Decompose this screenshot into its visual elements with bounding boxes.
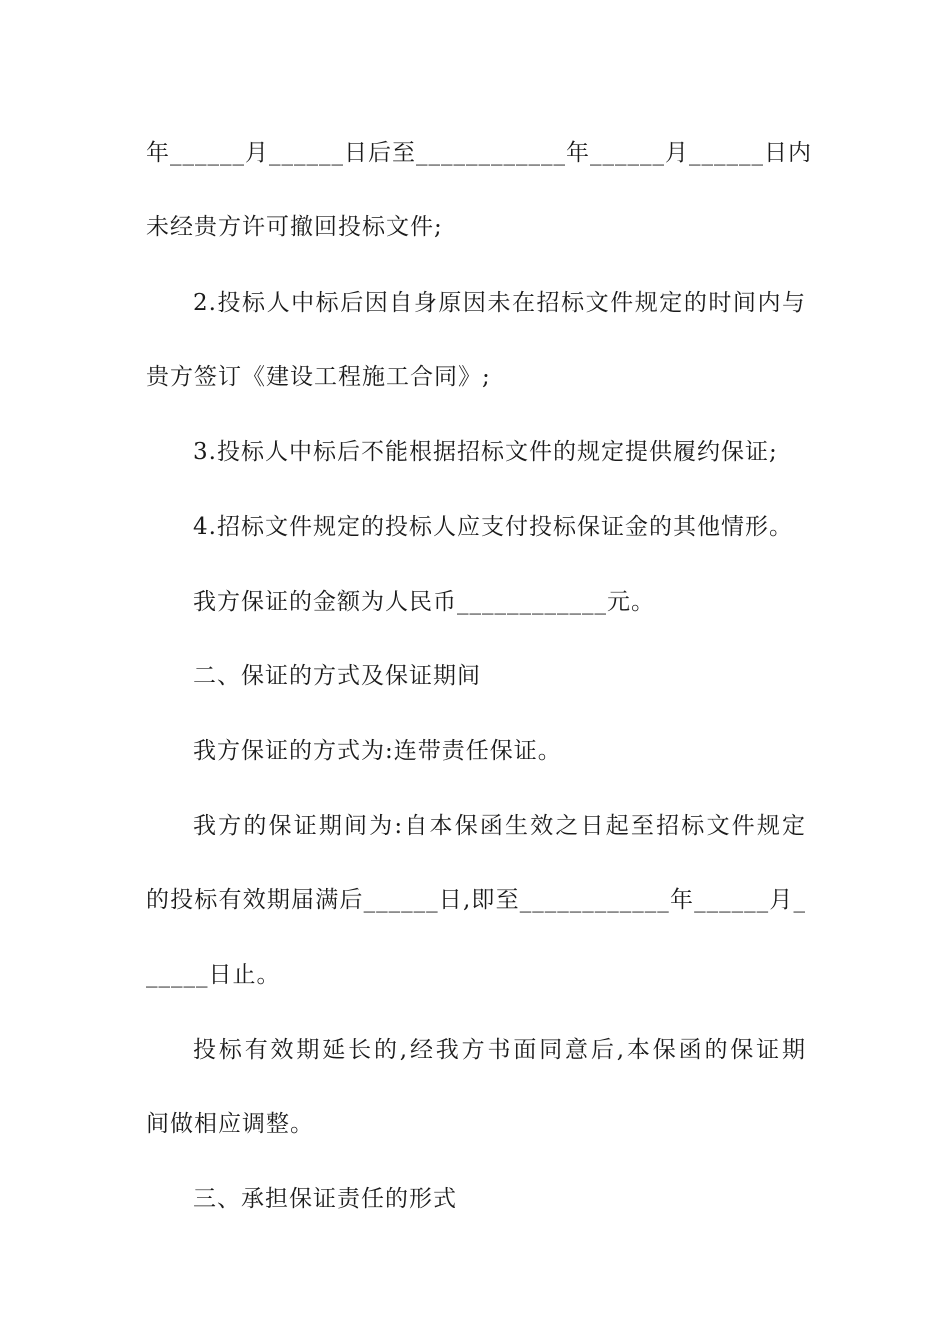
text-line-3: 2.投标人中标后因自身原因未在招标文件规定的时间内与 (193, 290, 806, 316)
section-heading-2: 二、保证的方式及保证期间 (193, 663, 481, 689)
text-line-5: 3.投标人中标后不能根据招标文件的规定提供履约保证; (193, 439, 778, 465)
text-line-4: 贵方签订《建设工程施工合同》; (146, 364, 491, 390)
text-line-6: 4.招标文件规定的投标人应支付投标保证金的其他情形。 (193, 514, 793, 540)
text-line-13: 投标有效期延长的,经我方书面同意后,本保函的保证期 (193, 1037, 806, 1063)
text-line-14: 间做相应调整。 (146, 1111, 314, 1137)
text-line-1: 年______月______日后至____________年______月______日内 (146, 140, 812, 166)
text-line-7: 我方保证的金额为人民币____________元。 (193, 589, 655, 615)
section-heading-3: 三、承担保证责任的形式 (193, 1186, 457, 1212)
text-line-9: 我方保证的方式为:连带责任保证。 (193, 738, 562, 764)
text-line-11: 的投标有效期届满后______日,即至____________年______月_ (146, 887, 806, 913)
text-line-2: 未经贵方许可撤回投标文件; (146, 214, 443, 240)
text-line-12: _____日止。 (146, 962, 281, 988)
text-line-10: 我方的保证期间为:自本保函生效之日起至招标文件规定 (193, 813, 806, 839)
